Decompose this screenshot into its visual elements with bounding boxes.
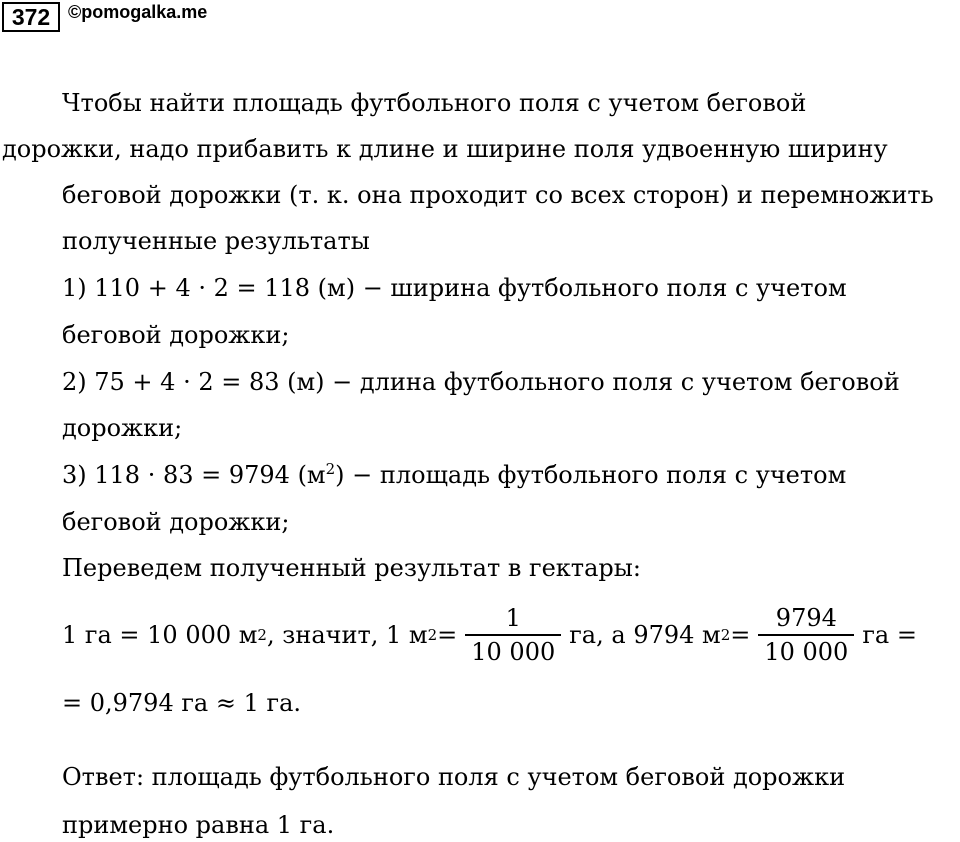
- answer-line-2: примерно равна 1 га.: [62, 811, 335, 839]
- formula-equals-1: =: [437, 621, 458, 649]
- step-3-superscript: 2: [325, 460, 336, 478]
- step-1-continuation: беговой дорожки;: [62, 321, 290, 349]
- text-line-4: полученные результаты: [62, 227, 370, 255]
- conversion-intro: Переведем полученный результат в гектары:: [62, 554, 641, 582]
- problem-number: 372: [2, 2, 60, 32]
- step-3-continuation: беговой дорожки;: [62, 508, 290, 536]
- fraction-2-denominator: 10 000: [758, 634, 854, 666]
- formula-part-1: 1 га = 10 000 м: [62, 621, 258, 649]
- fraction-1-numerator: 1: [505, 604, 521, 632]
- step-3-text-b: ) − площадь футбольного поля с учетом: [335, 461, 847, 489]
- step-2-line: 2) 75 + 4 · 2 = 83 (м) − длина футбольного поля с учетом беговой: [62, 368, 900, 396]
- text-line-3: беговой дорожки (т. к. она проходит со всех сторон) и перемножить: [62, 181, 934, 209]
- conversion-formula: 1 га = 10 000 м 2 , значит, 1 м 2 = $\frac{1}{10 000}$ га, а 9794 м 2 = $\frac{9794}{10 000}$ га =: [62, 604, 917, 666]
- answer-line-1: Ответ: площадь футбольного поля с учетом беговой дорожки: [62, 763, 846, 791]
- step-3-text-a: 3) 118 · 83 = 9794 (м: [62, 461, 326, 489]
- step-3-line: [62, 460, 846, 490]
- formula-part-4: га, а 9794 м: [569, 621, 721, 649]
- site-watermark: ©pomogalka.me: [68, 2, 208, 22]
- fraction-1-denominator: 10 000: [465, 634, 561, 666]
- formula-part-6: га =: [862, 621, 917, 649]
- step-1-line: 1) 110 + 4 · 2 = 118 (м) − ширина футбольного поля с учетом: [62, 274, 847, 302]
- formula-equals-2: =: [730, 621, 751, 649]
- fraction-2: [758, 604, 854, 666]
- fraction-2-numerator: 9794: [775, 604, 837, 632]
- formula-part-2: , значит, 1 м: [266, 621, 428, 649]
- step-2-continuation: дорожки;: [62, 414, 183, 442]
- text-line-1: Чтобы найти площадь футбольного поля с учетом беговой: [62, 89, 807, 117]
- text-line-2: дорожки, надо прибавить к длине и ширине поля удвоенную ширину: [2, 135, 888, 163]
- result-line: = 0,9794 га ≈ 1 га.: [62, 689, 302, 717]
- fraction-1: [465, 604, 561, 666]
